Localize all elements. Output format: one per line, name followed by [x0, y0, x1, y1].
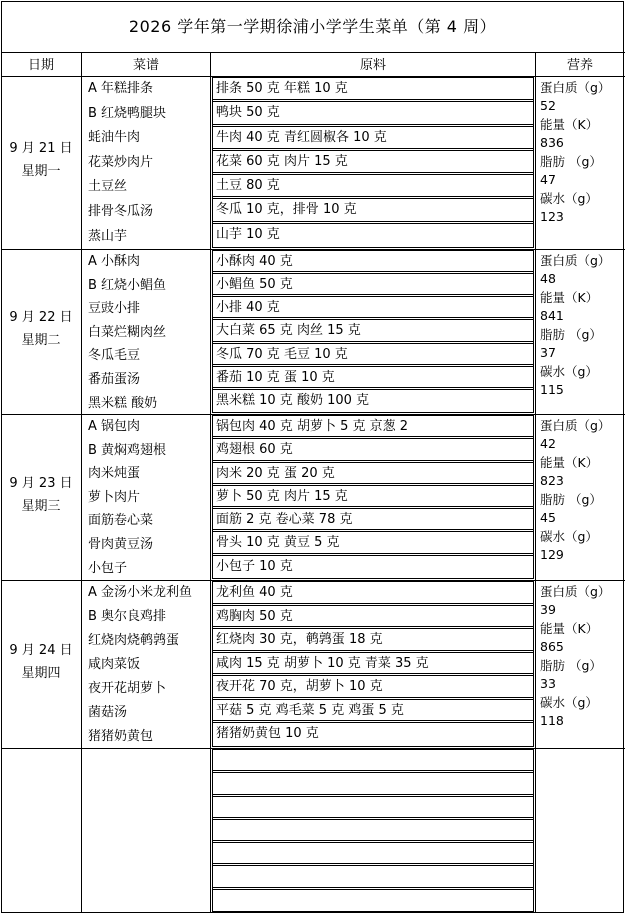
- nutrition-label: 蛋白质（g）: [540, 418, 611, 433]
- ingredient-row-line: [212, 508, 534, 509]
- ingredient-row-line: [212, 294, 534, 295]
- ingredient-row-line: [212, 628, 534, 629]
- ingredient-item: 鸡翅根 60 克: [216, 442, 293, 458]
- day-weekday: 星期一: [21, 164, 61, 179]
- ingredient-row-line: [212, 506, 534, 507]
- nutrition-value: 841: [540, 308, 564, 323]
- column-divider: [535, 52, 536, 913]
- nutrition-value: 118: [540, 713, 564, 728]
- ingredient-item: 猪猪奶黄包 10 克: [216, 726, 319, 742]
- nutrition-value: 33: [540, 676, 556, 691]
- nutrition-value: 37: [540, 345, 556, 360]
- ingredient-item: 肉米 20 克 蛋 20 克: [216, 465, 335, 481]
- ingredient-row-line: [212, 126, 534, 127]
- dish-item: 夜开花胡萝卜: [88, 681, 167, 696]
- ingredient-row-line: [212, 436, 534, 437]
- dish-item: 白菜烂糊肉丝: [88, 324, 167, 340]
- dish-item: B 红烧鸭腿块: [88, 105, 167, 121]
- nutrition-label: 脂肪 （g）: [540, 658, 602, 673]
- ingredient-row-line: [212, 605, 534, 606]
- ingredient-item: 番茄 10 克 蛋 10 克: [216, 369, 335, 385]
- ingredient-item: 小排 40 克: [216, 300, 280, 316]
- nutrition-label: 蛋白质（g）: [540, 80, 611, 95]
- nutrition-label: 蛋白质（g）: [540, 253, 611, 268]
- ingredient-row-line: [212, 531, 534, 532]
- ingredient-row-line: [212, 553, 534, 554]
- dish-item: 肉米炖蛋: [88, 466, 141, 482]
- header-dishes: 菜谱: [132, 58, 159, 73]
- page-title: 2026 学年第一学期徐浦小学学生菜单（第 4 周）: [128, 17, 497, 36]
- dish-item: B 黄焖鸡翅根: [88, 442, 167, 458]
- nutrition-label: 碳水（g）: [540, 191, 598, 206]
- nutrition-label: 能量（K）: [540, 117, 599, 132]
- nutrition-value: 123: [540, 209, 564, 224]
- ingredient-row-line: [212, 675, 534, 676]
- dish-item: 骨肉黄豆汤: [88, 537, 154, 552]
- dish-item: 花菜炒肉片: [88, 154, 154, 170]
- dish-item: 咸肉菜饭: [88, 657, 141, 672]
- nutrition-value: 823: [540, 473, 564, 488]
- ingredient-row-line: [212, 364, 534, 365]
- ingredient-row-line: [212, 148, 534, 149]
- ingredient-item: 龙利鱼 40 克: [216, 585, 293, 600]
- ingredient-row-line: [212, 840, 534, 841]
- ingredient-row-line: [212, 842, 534, 843]
- ingredient-row-line: [212, 150, 534, 151]
- day-date: 9 月 21 日: [9, 141, 73, 156]
- ingredient-row-line: [212, 720, 534, 721]
- ingredient-item: 小包子 10 克: [216, 558, 293, 574]
- ingredient-row-line: [212, 438, 534, 439]
- dish-item: 黑米糕 酸奶: [88, 395, 158, 411]
- dish-item: A 小酥肉: [88, 254, 141, 269]
- nutrition-label: 脂肪 （g）: [540, 154, 602, 169]
- ingredient-row-line: [212, 863, 534, 864]
- day-date: 9 月 23 日: [9, 475, 73, 491]
- nutrition-label: 碳水（g）: [540, 529, 598, 544]
- ingredient-item: 土豆 80 克: [216, 178, 280, 194]
- dish-item: B 红烧小鲳鱼: [88, 277, 167, 293]
- ingredient-item: 牛肉 40 克 青红圆椒各 10 克: [216, 129, 387, 145]
- header-date: 日期: [27, 58, 54, 73]
- ingredient-row-line: [212, 697, 534, 698]
- dish-item: 豆豉小排: [88, 301, 141, 317]
- nutrition-label: 脂肪 （g）: [540, 327, 602, 342]
- ingredient-row-line: [212, 796, 534, 797]
- title-divider: [1, 52, 625, 53]
- ingredient-row-line: [212, 223, 534, 224]
- ingredient-row-line: [212, 273, 534, 274]
- ingredient-row-line: [212, 794, 534, 795]
- ingredient-item: 咸肉 15 克 胡萝卜 10 克 青菜 35 克: [216, 655, 429, 671]
- ingredient-row-line: [212, 99, 534, 100]
- ingredient-row-line: [212, 174, 534, 175]
- ingredient-row-line: [212, 271, 534, 272]
- column-divider: [210, 52, 211, 913]
- ingredient-row-line: [212, 124, 534, 125]
- dish-item: 萝卜肉片: [88, 489, 141, 505]
- ingredient-item: 平菇 5 克 鸡毛菜 5 克 鸡蛋 5 克: [216, 702, 404, 718]
- ingredient-row-line: [212, 172, 534, 173]
- day-weekday: 星期二: [21, 333, 61, 348]
- ingredient-item: 冬瓜 70 克 毛豆 10 克: [216, 346, 348, 362]
- dish-item: 蚝油牛肉: [88, 130, 141, 146]
- nutrition-label: 蛋白质（g）: [540, 584, 611, 599]
- nutrition-value: 42: [540, 436, 556, 451]
- ingredient-row-line: [212, 389, 534, 390]
- dish-item: A 金汤小米龙利鱼: [88, 585, 193, 600]
- nutrition-value: 39: [540, 602, 556, 617]
- ingredient-row-line: [212, 770, 534, 771]
- ingredient-row-line: [212, 343, 534, 344]
- dish-item: 番茄蛋汤: [88, 372, 141, 387]
- ingredient-item: 排条 50 克 年糕 10 克: [216, 81, 348, 96]
- ingredient-row-line: [212, 865, 534, 866]
- ingredient-row-line: [212, 889, 534, 890]
- header-nutrition: 营养: [566, 58, 593, 73]
- ingredient-row-line: [212, 460, 534, 461]
- nutrition-value: 865: [540, 639, 564, 654]
- ingredient-row-line: [212, 819, 534, 820]
- dish-item: 面筋卷心菜: [88, 513, 154, 529]
- ingredient-row-line: [212, 319, 534, 320]
- ingredient-item: 小酥肉 40 克: [216, 254, 293, 269]
- dish-item: B 奥尔良鸡排: [88, 609, 167, 624]
- ingredient-row-line: [212, 387, 534, 388]
- ingredient-row-line: [212, 699, 534, 700]
- day-weekday: 星期三: [21, 498, 61, 514]
- ingredient-row-line: [212, 296, 534, 297]
- ingredient-row-line: [212, 341, 534, 342]
- ingredient-row-line: [212, 650, 534, 651]
- ingredient-row-line: [212, 483, 534, 484]
- nutrition-label: 碳水（g）: [540, 695, 598, 710]
- ingredient-item: 鸡胸肉 50 克: [216, 608, 293, 624]
- ingredient-item: 鸭块 50 克: [216, 105, 280, 121]
- day-date: 9 月 22 日: [9, 310, 73, 325]
- nutrition-value: 52: [540, 98, 556, 113]
- ingredient-row-line: [212, 603, 534, 604]
- nutrition-value: 836: [540, 135, 564, 150]
- dish-item: 菌菇汤: [88, 705, 128, 720]
- ingredient-item: 山芋 10 克: [216, 226, 280, 242]
- ingredient-row-line: [212, 772, 534, 773]
- ingredient-item: 萝卜 50 克 肉片 15 克: [216, 488, 348, 504]
- nutrition-label: 能量（K）: [540, 290, 599, 305]
- ingredient-row-line: [212, 462, 534, 463]
- nutrition-value: 115: [540, 382, 564, 397]
- dish-item: 冬瓜毛豆: [88, 348, 141, 364]
- nutrition-value: 48: [540, 271, 556, 286]
- nutrition-label: 碳水（g）: [540, 364, 598, 379]
- dish-item: 蒸山芋: [88, 228, 128, 244]
- dish-item: 小包子: [88, 560, 128, 576]
- ingredient-item: 骨头 10 克 黄豆 5 克: [216, 535, 340, 551]
- nutrition-value: 129: [540, 547, 564, 562]
- ingredient-row-line: [212, 626, 534, 627]
- nutrition-value: 47: [540, 172, 556, 187]
- ingredient-row-line: [212, 722, 534, 723]
- ingredient-item: 小鲳鱼 50 克: [216, 277, 293, 293]
- ingredient-row-line: [212, 485, 534, 486]
- dish-item: 红烧肉烧鹌鹑蛋: [88, 633, 180, 648]
- dish-item: 猪猪奶黄包: [88, 729, 154, 744]
- ingredient-row-line: [212, 555, 534, 556]
- ingredient-row-line: [212, 101, 534, 102]
- ingredient-item: 花菜 60 克 肉片 15 克: [216, 153, 348, 169]
- nutrition-label: 能量（K）: [540, 455, 599, 470]
- header-ingredients: 原料: [359, 58, 386, 73]
- ingredient-row-line: [212, 529, 534, 530]
- nutrition-label: 脂肪 （g）: [540, 492, 602, 507]
- nutrition-label: 能量（K）: [540, 621, 599, 636]
- dish-item: 排骨冬瓜汤: [88, 204, 154, 219]
- dish-item: A 锅包肉: [88, 419, 141, 434]
- ingredient-item: 红烧肉 30 克，鹌鹑蛋 18 克: [216, 632, 383, 648]
- ingredient-row-line: [212, 317, 534, 318]
- ingredient-row-line: [212, 887, 534, 888]
- ingredient-row-line: [212, 221, 534, 222]
- ingredient-row-line: [212, 817, 534, 818]
- ingredient-item: 锅包肉 40 克 胡萝卜 5 克 京葱 2: [216, 419, 409, 434]
- dish-item: A 年糕排条: [88, 81, 154, 96]
- ingredient-item: 夜开花 70 克，胡萝卜 10 克: [216, 679, 383, 695]
- day-date: 9 月 24 日: [9, 642, 73, 658]
- ingredient-row-line: [212, 652, 534, 653]
- ingredient-row-line: [212, 198, 534, 199]
- ingredient-item: 面筋 2 克 卷心菜 78 克: [216, 512, 353, 528]
- ingredient-row-line: [212, 196, 534, 197]
- ingredient-item: 黑米糕 10 克 酸奶 100 克: [216, 392, 370, 408]
- column-divider: [81, 52, 82, 913]
- ingredient-item: 大白菜 65 克 肉丝 15 克: [216, 323, 361, 339]
- ingredient-item: 冬瓜 10 克，排骨 10 克: [216, 202, 357, 218]
- dish-item: 土豆丝: [88, 179, 128, 195]
- ingredient-row-line: [212, 366, 534, 367]
- day-weekday: 星期四: [21, 665, 61, 681]
- ingredient-row-line: [212, 673, 534, 674]
- nutrition-value: 45: [540, 510, 556, 525]
